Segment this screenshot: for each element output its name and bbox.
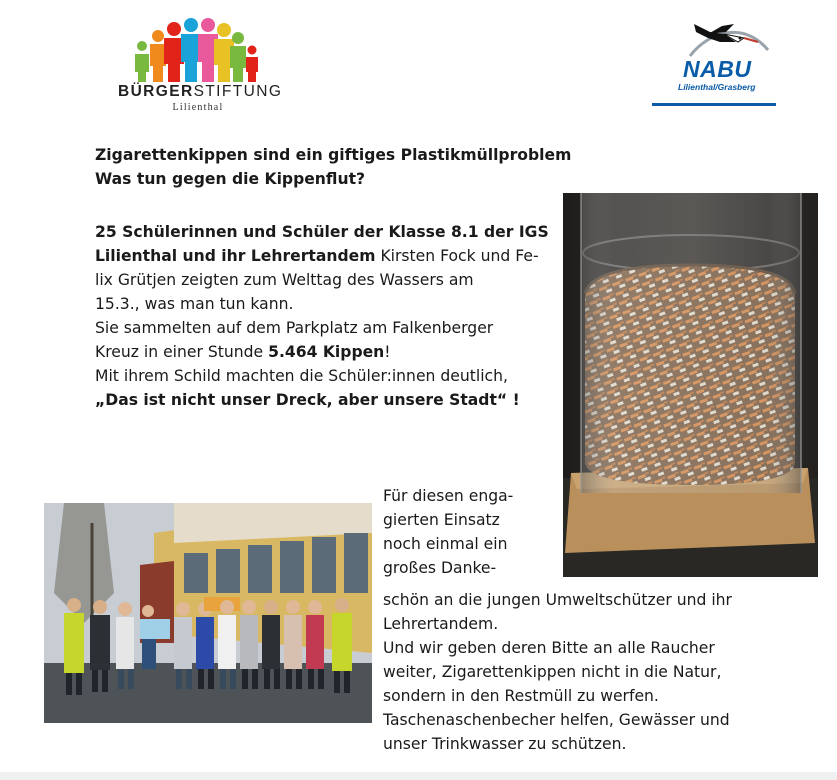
nabu-underline <box>652 103 776 106</box>
thanks-line-9: sondern in den Restmüll zu werfen. <box>383 687 659 705</box>
intro-line-2 <box>95 244 549 268</box>
intro-line-7: Mit ihrem Schild machten die Schüler:innen deutlich, <box>95 367 508 385</box>
nabu-logo <box>650 12 778 110</box>
teacher-tandem-bold: Lilienthal und ihr Lehrertandem <box>95 247 376 265</box>
exclamation: ! <box>384 343 391 361</box>
collection-text: Kreuz in einer Stunde <box>95 343 269 361</box>
thanks-paragraph-start <box>383 484 553 580</box>
sign-quote: „Das ist nicht unser Dreck, aber unsere Stadt“ ! <box>95 391 520 409</box>
people-group-icon <box>118 16 278 82</box>
intro-line-5: Sie sammelten auf dem Parkplatz am Falkenberger <box>95 319 494 337</box>
buergerstiftung-logo <box>118 16 283 116</box>
page-bottom-edge <box>0 772 837 780</box>
intro-line-3: lix Grütjen zeigten zum Welttag des Wassers am <box>95 271 474 289</box>
thanks-paragraph-continued <box>383 588 803 756</box>
teacher-names: Kirsten Fock und Fe- <box>375 247 539 265</box>
thanks-line-11: unser Trinkwasser zu schützen. <box>383 735 627 753</box>
group-of-students-photo <box>44 503 372 723</box>
butt-count: 5.464 Kippen <box>268 343 385 361</box>
intro-bold-line: 25 Schülerinnen und Schüler der Klasse 8.1 der IGS <box>95 223 549 241</box>
intro-paragraph <box>95 220 549 412</box>
thanks-line-3: noch einmal ein <box>383 535 508 553</box>
buergerstiftung-name: BÜRGERSTIFTUNG <box>118 83 283 100</box>
intro-line-6 <box>95 340 549 364</box>
thanks-line-1: Für diesen enga- <box>383 487 514 505</box>
nabu-location: Lilienthal/Grasberg <box>678 82 756 92</box>
headline-line-2: Was tun gegen die Kippenflut? <box>95 170 366 188</box>
thanks-line-5: schön an die jungen Umweltschützer und ihr <box>383 591 732 609</box>
thanks-line-7: Und wir geben deren Bitte an alle Raucher <box>383 639 715 657</box>
thanks-line-2: gierten Einsatz <box>383 511 500 529</box>
jar-of-cigarette-butts-photo <box>563 193 818 577</box>
headline-line-1: Zigarettenkippen sind ein giftiges Plastikmüllproblem <box>95 146 572 164</box>
headline <box>95 143 575 191</box>
buergerstiftung-subtitle: Lilienthal <box>172 102 224 113</box>
intro-line-4: 15.3., was man tun kann. <box>95 295 294 313</box>
thanks-line-4: großes Danke- <box>383 559 497 577</box>
thanks-line-6: Lehrertandem. <box>383 615 499 633</box>
thanks-line-8: weiter, Zigarettenkippen nicht in die Natur, <box>383 663 722 681</box>
nabu-name: NABU <box>683 56 752 82</box>
stork-icon <box>650 12 778 62</box>
thanks-line-10: Taschenaschenbecher helfen, Gewässer und <box>383 711 730 729</box>
